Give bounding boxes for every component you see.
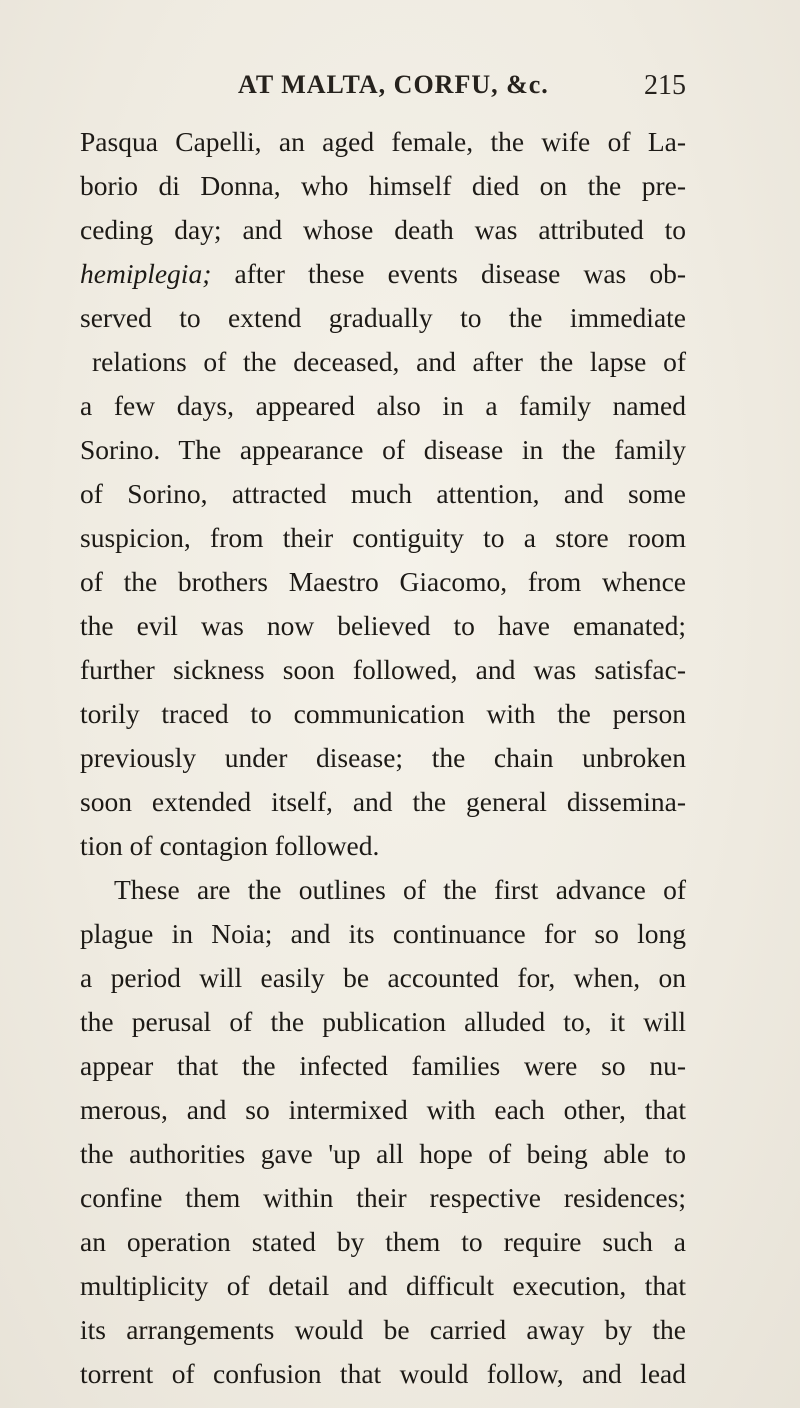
text-line: an operation stated by them to require such a <box>80 1226 686 1257</box>
text-line: confine them within their respective residences; <box>80 1182 686 1213</box>
text-line <box>80 252 686 296</box>
text-line: torily traced to communication with the person <box>80 698 686 729</box>
text-line: multiplicity of detail and difficult execution, that <box>80 1270 686 1301</box>
text-line: ceding day; and whose death was attributed to <box>80 214 686 245</box>
text-line: a period will easily be accounted for, when, on <box>80 962 686 993</box>
text-line: Pasqua Capelli, an aged female, the wife of La- <box>80 126 686 157</box>
text-line: Sorino. The appearance of disease in the family <box>80 434 686 465</box>
running-head <box>0 70 800 110</box>
page-number: 215 <box>644 70 686 101</box>
text-line: the authorities gave 'up all hope of being able to <box>80 1138 686 1169</box>
text-line: appear that the infected families were so nu- <box>80 1050 686 1081</box>
text-line: served to extend gradually to the immediate <box>80 302 686 333</box>
text-line: previously under disease; the chain unbroken <box>80 742 686 773</box>
text-span: after these events disease was ob- <box>234 258 687 289</box>
running-title: AT MALTA, CORFU, &c. <box>238 70 549 99</box>
text-line: tion of contagion followed. <box>80 830 380 861</box>
text-line: relations of the deceased, and after the lapse of <box>92 346 686 377</box>
text-line: the evil was now believed to have emanated; <box>80 610 686 641</box>
text-line: torrent of confusion that would follow, and lead <box>80 1358 686 1389</box>
paragraph-start-line: These are the outlines of the first advance of <box>114 874 686 905</box>
text-line: of Sorino, attracted much attention, and some <box>80 478 686 509</box>
text-line: suspicion, from their contiguity to a store room <box>80 522 686 553</box>
text-line: borio di Donna, who himself died on the pre- <box>80 170 686 201</box>
text-line: further sickness soon followed, and was satisfac- <box>80 654 686 685</box>
text-line: soon extended itself, and the general dissemina- <box>80 786 686 817</box>
text-line: plague in Noia; and its continuance for so long <box>80 918 686 949</box>
text-line: of the brothers Maestro Giacomo, from whence <box>80 566 686 597</box>
text-line: the perusal of the publication alluded to, it will <box>80 1006 686 1037</box>
italic-term: hemiplegia; <box>80 258 212 289</box>
text-line: its arrangements would be carried away by the <box>80 1314 686 1345</box>
text-line: a few days, appeared also in a family named <box>80 390 686 421</box>
text-line: merous, and so intermixed with each other, that <box>80 1094 686 1125</box>
